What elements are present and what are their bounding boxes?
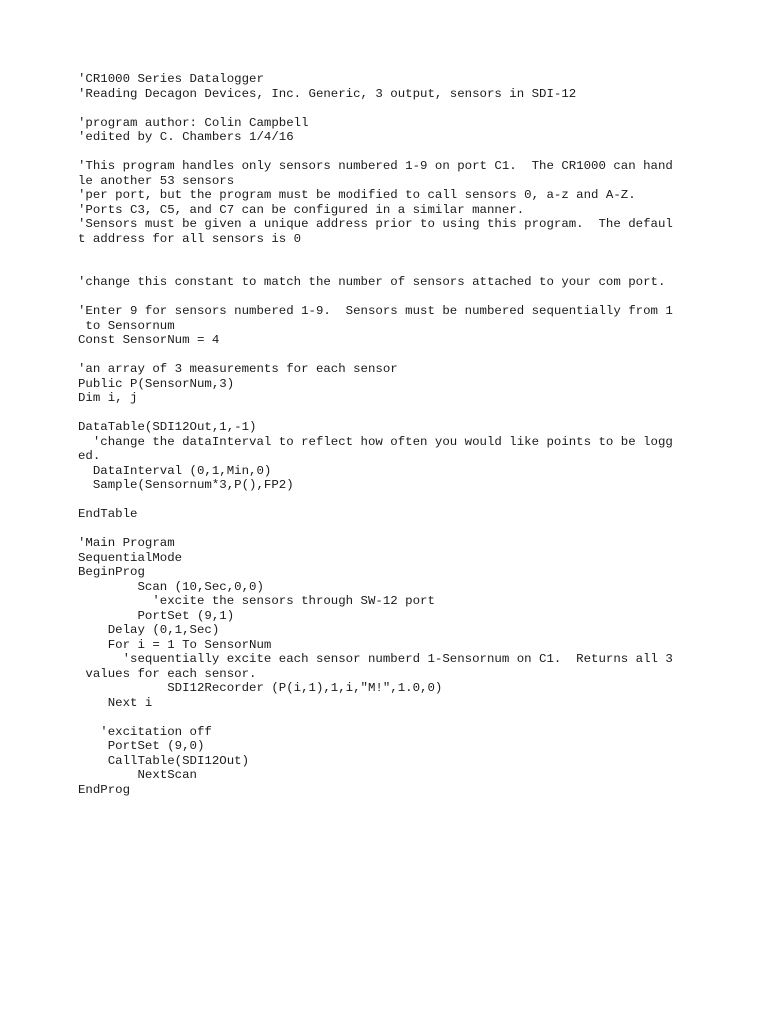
code-line: 'edited by C. Chambers 1/4/16 <box>78 130 294 144</box>
code-line: 'Main Program <box>78 536 175 550</box>
blank-line <box>78 710 673 725</box>
blank-line <box>78 522 673 537</box>
code-line: DataInterval (0,1,Min,0) <box>78 463 272 478</box>
code-line: PortSet (9,0) <box>78 739 205 753</box>
code-line: 'excite the sensors through SW-12 port <box>78 594 435 608</box>
code-line: Dim i, j <box>78 391 138 405</box>
code-line: SequentialMode <box>78 550 183 565</box>
code-line: 'change this constant to match the number of sensors attached to your com port. <box>78 275 666 289</box>
program-listing <box>78 72 673 797</box>
code-line: 'Enter 9 for sensors numbered 1-9. Sensors must be numbered sequentially from 1 <box>78 304 673 318</box>
code-line: 'program author: Colin Campbell <box>78 115 309 130</box>
code-line: to Sensornum <box>78 318 175 333</box>
code-line: PortSet (9,1) <box>78 608 235 623</box>
blank-line <box>78 493 673 508</box>
blank-line <box>78 101 673 116</box>
code-line: le another 53 sensors <box>78 173 235 188</box>
code-line: For i = 1 To SensorNum <box>78 637 272 652</box>
blank-line <box>78 348 673 363</box>
code-line: 'change the dataInterval to reflect how often you would like points to be logg <box>78 434 673 449</box>
code-line: Const SensorNum = 4 <box>78 333 220 347</box>
blank-line <box>78 145 673 160</box>
code-line: ed. <box>78 449 101 463</box>
code-line: Sample(Sensornum*3,P(),FP2) <box>78 478 294 492</box>
blank-line <box>78 406 673 421</box>
blank-line <box>78 246 673 261</box>
code-line: 'an array of 3 measurements for each sensor <box>78 362 398 376</box>
code-line: DataTable(SDI12Out,1,-1) <box>78 420 257 434</box>
blank-line <box>78 261 673 276</box>
code-line: CallTable(SDI12Out) <box>78 753 250 768</box>
code-line: Next i <box>78 695 153 710</box>
code-line: 'excitation off <box>78 724 212 739</box>
code-line: 'Ports C3, C5, and C7 can be configured in a similar manner. <box>78 202 525 217</box>
code-line: 'Reading Decagon Devices, Inc. Generic, 3 output, sensors in SDI-12 <box>78 86 577 101</box>
code-line: 'Sensors must be given a unique address prior to using this program. The defaul <box>78 217 673 231</box>
code-line: values for each sensor. <box>78 666 257 681</box>
code-line: Delay (0,1,Sec) <box>78 623 220 637</box>
code-line: 'per port, but the program must be modified to call sensors 0, a-z and A-Z. <box>78 188 636 202</box>
code-line: 'This program handles only sensors numbered 1-9 on port C1. The CR1000 can hand <box>78 159 673 173</box>
code-line: NextScan <box>78 768 197 782</box>
code-line: BeginProg <box>78 565 145 579</box>
code-line: Scan (10,Sec,0,0) <box>78 579 264 594</box>
code-line: t address for all sensors is 0 <box>78 231 302 246</box>
code-line: Public P(SensorNum,3) <box>78 376 235 391</box>
blank-line <box>78 290 673 305</box>
code-line: 'CR1000 Series Datalogger <box>78 72 264 86</box>
code-line: EndTable <box>78 507 138 521</box>
code-line: 'sequentially excite each sensor numberd 1-Sensornum on C1. Returns all 3 <box>78 652 673 666</box>
code-line: SDI12Recorder (P(i,1),1,i,"M!",1.0,0) <box>78 681 443 695</box>
code-line: EndProg <box>78 782 131 797</box>
